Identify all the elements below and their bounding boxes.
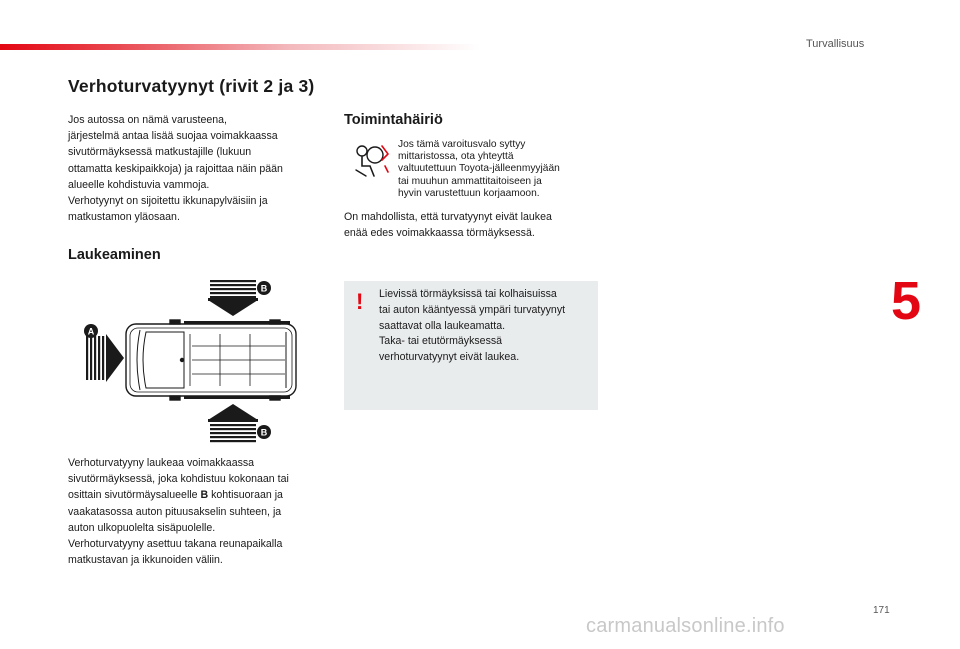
warning-text: Lievissä törmäyksissä tai kolhaisuissa tai auton kääntyessä ympäri turvatyynyt saattavat olla laukeamatta. Taka- tai etutörmäyksessä verhoturvatyynyt eivät laukea. [379,288,566,364]
deployment-heading: Laukeaminen [68,247,161,263]
impact-arrow-top [208,280,258,316]
label-b-top: B [260,283,268,294]
impact-arrow-left [86,334,124,382]
label-a: A [87,326,95,337]
side-impact-diagram [80,276,302,444]
header-accent-bar [0,44,480,50]
intro-paragraph: Jos autossa on nämä varusteena, järjestelmä antaa lisää suojaa voimakkaassa sivutörmäyksessä matkustajille (lukuun ottamatta keskipaikkoja) ja rajoittaa näin pään alueelle kohdistuvia vammoja. Verhotyynyt on sijoitettu ikkunapylväisiin ja matkustamon yläosaan. [68,114,283,224]
airbag-warning-icon [352,142,392,180]
malfunction-heading: Toimintahäiriö [344,112,443,128]
label-b-bottom: B [260,427,268,438]
zone-b-label: B [200,489,209,502]
curtain-airbag-top [184,321,290,324]
chapter-number: 5 [891,271,922,331]
deployment-paragraph: Verhoturvatyyny laukeaa voimakkaassa sivutörmäyksessä, joka kohdistuu kokonaan tai osittain sivutörmäysalueelle B kohtisuoraan ja vaakatasossa auton pituusakselin suhteen, ja auton ulkopuolelta sisäpuolelle. Verhoturvatyyny asettuu takana reunapaikalla matkustavan ja ikkunoiden väliin. [68,457,289,567]
page-number: 171 [873,605,890,616]
van-top-view [126,320,296,400]
warning-light-text: Jos tämä varoitusvalo syttyy mittaristossa, ota yhteyttä valtuutettuun Toyota-jälleenmyyjään tai muuhun ammattitaitoiseen ja hyvin varustettuun korjaamoon. [398,139,560,199]
curtain-airbag-bottom [184,396,290,399]
malfunction-note: On mahdollista, että turvatyynyt eivät laukea enää edes voimakkaassa törmäyksessä. [344,211,552,240]
exclamation-icon: ! [356,289,364,314]
watermark: carmanualsonline.info [586,615,785,637]
section-label: Turvallisuus [806,38,865,50]
page-title: Verhoturvatyynyt (rivit 2 ja 3) [68,76,315,96]
impact-arrow-bottom [208,404,258,442]
warning-box [344,281,598,410]
